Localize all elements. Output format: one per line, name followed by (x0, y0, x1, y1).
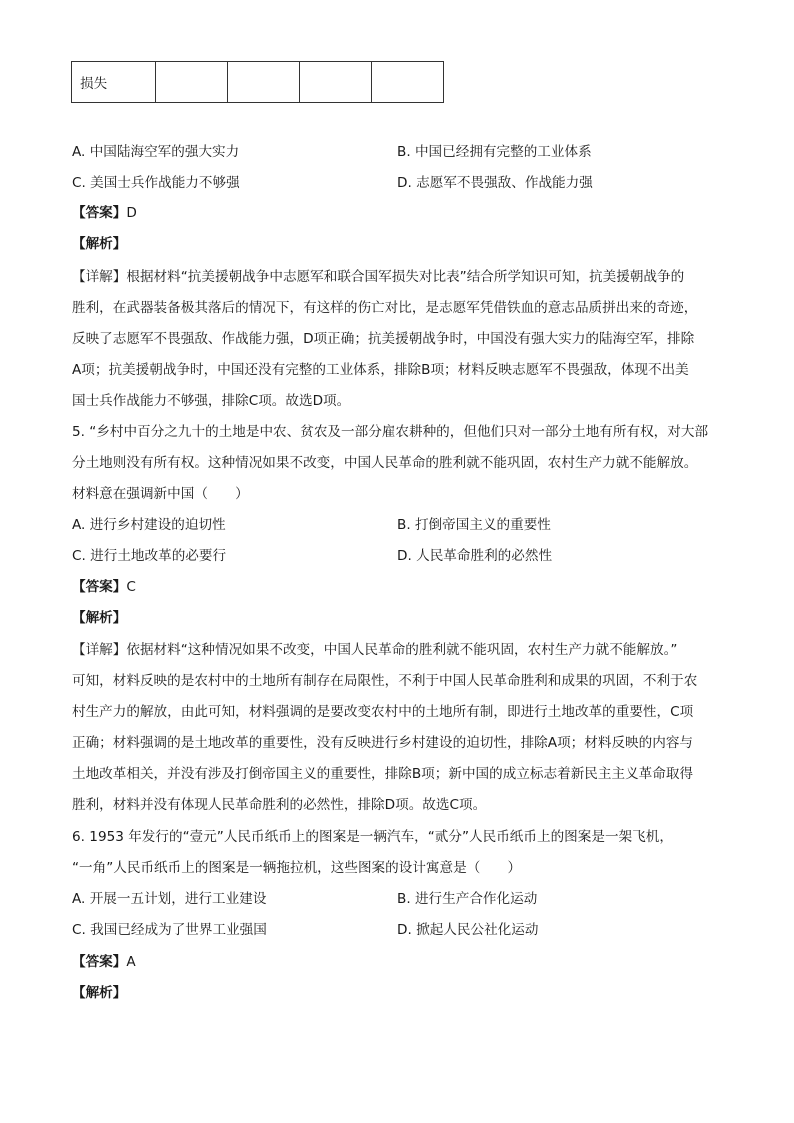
answer-tag: 【答案】 (72, 205, 127, 221)
q5-detail-line: 土地改革相关，并没有涉及打倒帝国主义的重要性，排除B项；新中国的成立标志着新民主主义革命取得 (72, 766, 694, 782)
table-cell (300, 62, 372, 103)
q4-detail-line: 胜利，在武器装备极其落后的情况下，有这样的伤亡对比，是志愿军凭借铁血的意志品质拼出来的奇迹， (72, 300, 698, 316)
q5-detail-line: 正确；材料强调的是土地改革的重要性，没有反映进行乡村建设的迫切性，排除A项；材料反映的内容与 (72, 735, 694, 751)
q4-option-d: D. 志愿军不畏强敌、作战能力强 (397, 175, 593, 191)
loss-comparison-table (71, 61, 444, 103)
answer-tag: 【答案】 (72, 954, 127, 970)
q4-detail-line: A项；抗美援朝战争时，中国还没有完整的工业体系，排除B项；材料反映志愿军不畏强敌，体现不出美 (72, 362, 689, 378)
q6-option-c: C. 我国已经成为了世界工业强国 (72, 922, 267, 938)
table-row (72, 62, 444, 103)
answer-value: A (126, 954, 136, 970)
q6-option-a: A. 开展一五计划，进行工业建设 (72, 891, 267, 907)
q4-detail-line: 国士兵作战能力不够强，排除C项。故选D项。 (72, 393, 351, 409)
q6-answer (72, 952, 136, 972)
q6-option-d: D. 掀起人民公社化运动 (397, 922, 539, 938)
q4-detail-line: 反映了志愿军不畏强敌、作战能力强，D项正确；抗美援朝战争时，中国没有强大实力的陆海空军，排除 (72, 331, 695, 347)
table-row-label: 损失 (72, 62, 156, 103)
q4-option-c: C. 美国士兵作战能力不够强 (72, 175, 240, 191)
q5-detail-line: 可知，材料反映的是农村中的土地所有制存在局限性，不利于中国人民革命胜利和成果的巩固，不利于农 (72, 673, 698, 689)
q5-stem-line: 5. “乡村中百分之九十的土地是中农、贫农及一部分雇农耕种的，但他们只对一部分土地有所有权，对大部 (72, 424, 709, 440)
q4-option-b: B. 中国已经拥有完整的工业体系 (397, 144, 592, 160)
table-cell (372, 62, 444, 103)
q4-answer (72, 203, 137, 223)
q5-detail-line: 胜利，材料并没有体现人民革命胜利的必然性，排除D项。故选C项。 (72, 797, 487, 813)
answer-value: D (126, 205, 137, 221)
q4-option-a: A. 中国陆海空军的强大实力 (72, 144, 240, 160)
q5-option-b: B. 打倒帝国主义的重要性 (397, 517, 551, 533)
answer-tag: 【答案】 (72, 579, 127, 595)
q6-option-b: B. 进行生产合作化运动 (397, 891, 538, 907)
table-cell (156, 62, 228, 103)
q5-stem-line: 分土地则没有所有权。这种情况如果不改变，中国人民革命的胜利就不能巩固，农村生产力就不能解放。 (72, 455, 698, 471)
q4-detail-line: 【详解】根据材料“抗美援朝战争中志愿军和联合国军损失对比表”结合所学知识可知，抗美援朝战争的 (72, 269, 685, 285)
q6-stem-line: “一角”人民币纸币上的图案是一辆拖拉机，这些图案的设计寓意是（ ） (72, 860, 522, 876)
q5-option-d: D. 人民革命胜利的必然性 (397, 548, 553, 564)
table-cell (228, 62, 300, 103)
q5-option-c: C. 进行土地改革的必要行 (72, 548, 227, 564)
q4-analysis-tag: 【解析】 (72, 236, 127, 252)
q6-stem-line: 6. 1953 年发行的“壹元”人民币纸币上的图案是一辆汽车，“贰分”人民币纸币上的图案是一架飞机， (72, 829, 673, 845)
q5-detail-line: 村生产力的解放，由此可知，材料强调的是要改变农村中的土地所有制，即进行土地改革的重要性，C项 (72, 704, 694, 720)
q6-analysis-tag: 【解析】 (72, 985, 127, 1001)
q5-answer (72, 577, 136, 597)
q5-detail-line: 【详解】依据材料“这种情况如果不改变，中国人民革命的胜利就不能巩固，农村生产力就不能解放。” (72, 642, 678, 658)
q5-stem-line: 材料意在强调新中国（ ） (72, 486, 249, 502)
q5-option-a: A. 进行乡村建设的迫切性 (72, 517, 226, 533)
q5-analysis-tag: 【解析】 (72, 610, 127, 626)
answer-value: C (126, 579, 136, 595)
